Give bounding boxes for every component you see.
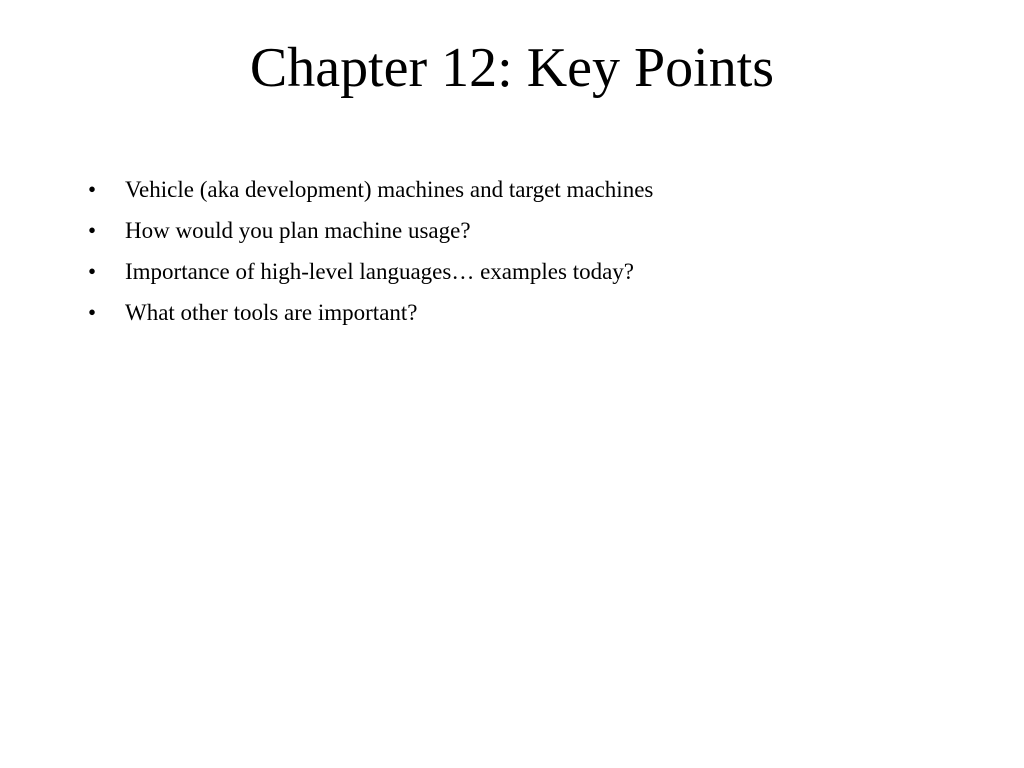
slide-title: Chapter 12: Key Points: [249, 37, 775, 99]
bullet-text: How would you plan machine usage?: [125, 218, 471, 243]
list-item: [88, 217, 968, 245]
list-item: [88, 176, 968, 204]
bullet-icon: •: [88, 218, 97, 243]
bullet-text: What other tools are important?: [125, 300, 418, 325]
bullet-icon: •: [88, 300, 97, 325]
bullet-icon: •: [88, 177, 97, 202]
bullet-text: Importance of high-level languages… examples today?: [125, 259, 635, 284]
list-item: [88, 258, 968, 286]
bullet-text: Vehicle (aka development) machines and target machines: [125, 177, 654, 202]
bullet-icon: •: [88, 259, 97, 284]
list-item: [88, 299, 968, 327]
bullet-list: [88, 176, 968, 340]
